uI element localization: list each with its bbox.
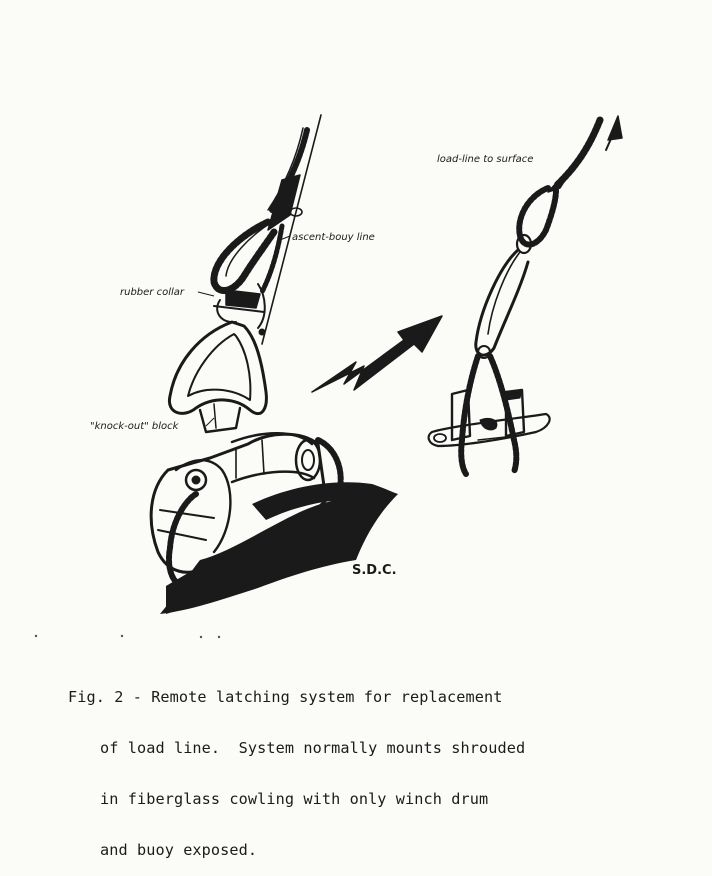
caption-line: of load line. System normally mounts shrouded	[100, 739, 526, 757]
up-arrow	[608, 116, 622, 140]
load-line-to-surface-label: load-line to surface	[437, 154, 534, 165]
ascent-buoy-line	[262, 115, 321, 344]
lightning-arrow	[312, 316, 442, 392]
right-rope-end	[490, 356, 516, 472]
triangular-link	[169, 322, 266, 414]
right-assembly	[429, 116, 622, 474]
caption-line: in fiberglass cowling with only winch drum	[100, 790, 489, 808]
rubber-collar	[226, 290, 260, 308]
knock-out-block	[200, 408, 240, 432]
elongated-link	[476, 250, 528, 355]
caption-line: and buoy exposed.	[100, 841, 258, 859]
knock-out-block-label: "knock-out" block	[90, 421, 179, 432]
ascent-buoy-line-label: ascent-bouy line	[292, 232, 375, 243]
artist-initials: S.D.C.	[352, 563, 397, 578]
rubber-collar-label: rubber collar	[120, 287, 184, 298]
left-assembly	[151, 115, 398, 614]
figure-caption	[68, 655, 688, 876]
caption-line: Fig. 2 - Remote latching system for replacement	[68, 688, 503, 706]
